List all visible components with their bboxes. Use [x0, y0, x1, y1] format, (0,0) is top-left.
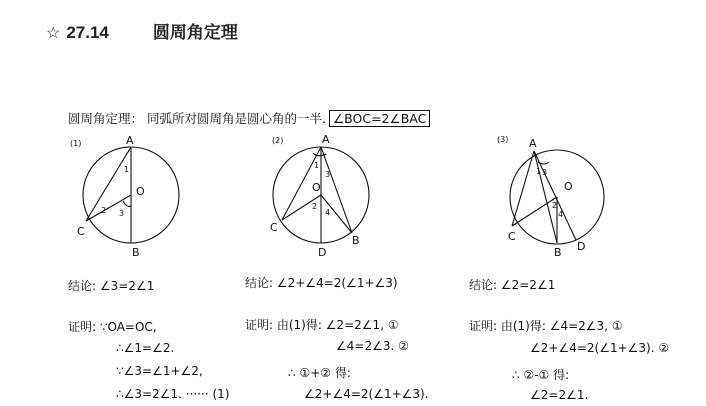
- theorem-text: 圆周角定理： 同弧所对圆周角是圆心角的一半.: [68, 111, 326, 126]
- proof-3-line-3: ∴ ②-① 得:: [512, 368, 570, 382]
- figure-1-conclusion: 结论: ∠3=2∠1: [68, 279, 155, 293]
- fig3-label-c: C: [508, 230, 516, 243]
- fig3-label-b: B: [554, 246, 562, 259]
- proof-1-line-4: ∴∠3=2∠1. ······ (1): [116, 387, 230, 401]
- fig2-angle-3: 3: [325, 170, 331, 179]
- proof-2-line-4: ∠2+∠4=2(∠1+∠3).: [304, 387, 429, 401]
- fig2-angle-1: 1: [314, 161, 320, 170]
- fig1-label-c: C: [77, 225, 85, 238]
- figure-3-tag: (3): [497, 135, 509, 144]
- figure-3-line-ac: [512, 151, 534, 226]
- proof-1-line-1: 证明: ∵OA=OC,: [68, 320, 157, 334]
- theorem-formula: ∠BOC=2∠BAC: [329, 110, 430, 127]
- fig1-label-b: B: [132, 246, 140, 259]
- figure-3-line-ad: [534, 151, 576, 240]
- figure-2-conclusion: 结论: ∠2+∠4=2(∠1+∠3): [245, 276, 398, 290]
- fig3-label-o: O: [564, 180, 573, 193]
- fig3-angle-3: 3: [542, 168, 548, 177]
- fig3-label-d: D: [577, 240, 586, 253]
- figure-2-top-arc: [313, 153, 326, 156]
- fig2-label-a: A: [322, 133, 330, 146]
- figure-3-conclusion: 结论: ∠2=2∠1: [469, 278, 556, 292]
- figure-1-chord-ac: [86, 147, 131, 221]
- fig2-label-o: O: [312, 181, 321, 194]
- proof-1-line-3: ∵∠3=∠1+∠2,: [116, 364, 203, 378]
- figure-3-line-ab: [534, 151, 557, 243]
- figure-2-chord-ab: [321, 147, 352, 233]
- figure-2-tag: (2): [272, 136, 284, 145]
- fig2-label-d: D: [318, 246, 327, 259]
- figure-1-radius-oc: [86, 195, 131, 221]
- proof-2-line-1: 证明: 由(1)得: ∠2=2∠1, ①: [245, 318, 399, 332]
- proof-3-line-1: 证明: 由(1)得: ∠4=2∠3, ①: [469, 319, 623, 333]
- proof-2-line-2: ∠4=2∠3. ②: [336, 339, 409, 353]
- fig1-label-a: A: [126, 134, 134, 147]
- fig1-label-o: O: [136, 185, 145, 198]
- fig3-angle-1: 1: [536, 167, 542, 176]
- fig1-angle-1: 1: [124, 165, 130, 174]
- fig3-label-a: A: [529, 137, 537, 150]
- fig1-angle-2: 2: [101, 206, 107, 215]
- fig3-angle-4: 4: [558, 210, 564, 219]
- proof-1-line-2: ∴∠1=∠2.: [116, 341, 175, 355]
- proof-2-line-3: ∴ ①+② 得:: [288, 366, 351, 380]
- fig2-angle-4: 4: [325, 208, 331, 217]
- proof-3-line-2: ∠2+∠4=2(∠1+∠3). ②: [530, 341, 670, 355]
- section-number: 27.14: [66, 23, 109, 42]
- figure-1-tag: (1): [70, 139, 82, 148]
- fig3-angle-2: 2: [552, 201, 558, 210]
- section-title: 圆周角定理: [152, 23, 238, 42]
- proof-3-line-4: ∠2=2∠1.: [530, 388, 589, 402]
- fig2-label-c: C: [270, 221, 278, 234]
- fig2-label-b: B: [352, 234, 360, 247]
- fig2-angle-2: 2: [312, 202, 318, 211]
- fig1-angle-3: 3: [119, 209, 125, 218]
- star-icon: ☆: [46, 25, 61, 42]
- figure-1-angle3-arc: [123, 201, 131, 206]
